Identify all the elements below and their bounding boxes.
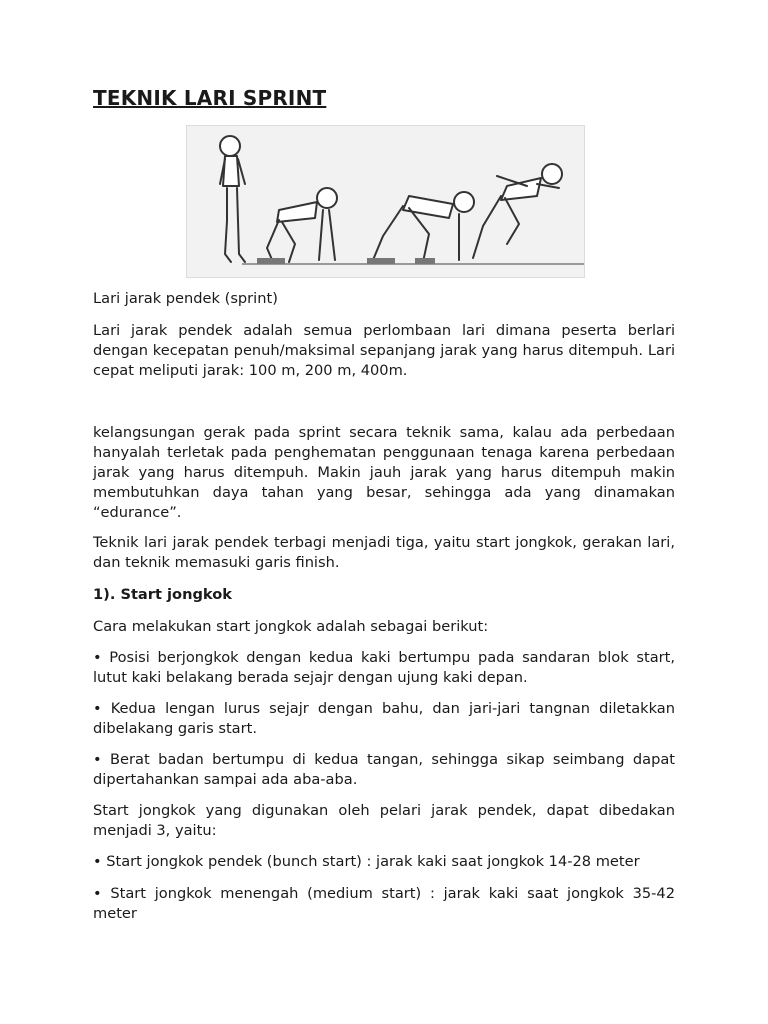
paragraph-sprint-heading: Lari jarak pendek (sprint): [93, 290, 278, 307]
list-item-posisi: • Posisi berjongkok dengan kedua kaki bertumpu pada sandaran blok start, lutut kaki belakang berada sejajr dengan ujung kaki depan.: [93, 649, 675, 686]
list-item-bunch-start: • Start jongkok pendek (bunch start) : jarak kaki saat jongkok 14-28 meter: [93, 853, 640, 870]
page-title: TEKNIK LARI SPRINT: [93, 86, 327, 110]
section-heading-start-jongkok: 1). Start jongkok: [93, 586, 232, 603]
list-item-lengan: • Kedua lengan lurus sejajr dengan bahu, dan jari-jari tangnan diletakkan dibelakang garis start.: [93, 700, 675, 737]
paragraph-jenis-start: Start jongkok yang digunakan oleh pelari jarak pendek, dapat dibedakan menjadi 3, yaitu:: [93, 802, 675, 839]
paragraph-gerak: kelangsungan gerak pada sprint secara teknik sama, kalau ada perbedaan hanyalah terletak pada penghematan penggunaan tenaga karena perbedaan jarak yang harus ditempuh. Makin jauh jarak yang harus ditempuh makin membutuhkan daya tahan yang besar, sehingga ada yang dinamakan “edurance”.: [93, 424, 675, 521]
paragraph-teknik: Teknik lari jarak pendek terbagi menjadi tiga, yaitu start jongkok, gerakan lari, dan teknik memasuki garis finish.: [93, 534, 675, 571]
list-item-berat-badan: • Berat badan bertumpu di kedua tangan, sehingga sikap seimbang dapat dipertahankan sampai ada aba-aba.: [93, 751, 675, 788]
paragraph-cara: Cara melakukan start jongkok adalah sebagai berikut:: [93, 618, 489, 635]
list-item-medium-start: • Start jongkok menengah (medium start) : jarak kaki saat jongkok 35-42 meter: [93, 885, 675, 922]
paragraph-definition: Lari jarak pendek adalah semua perlombaan lari dimana peserta berlari dengan kecepatan penuh/maksimal sepanjang jarak yang harus ditempuh. Lari cepat meliputi jarak: 100 m, 200 m, 400m.: [93, 322, 675, 379]
sprint-start-illustration: [186, 125, 585, 278]
